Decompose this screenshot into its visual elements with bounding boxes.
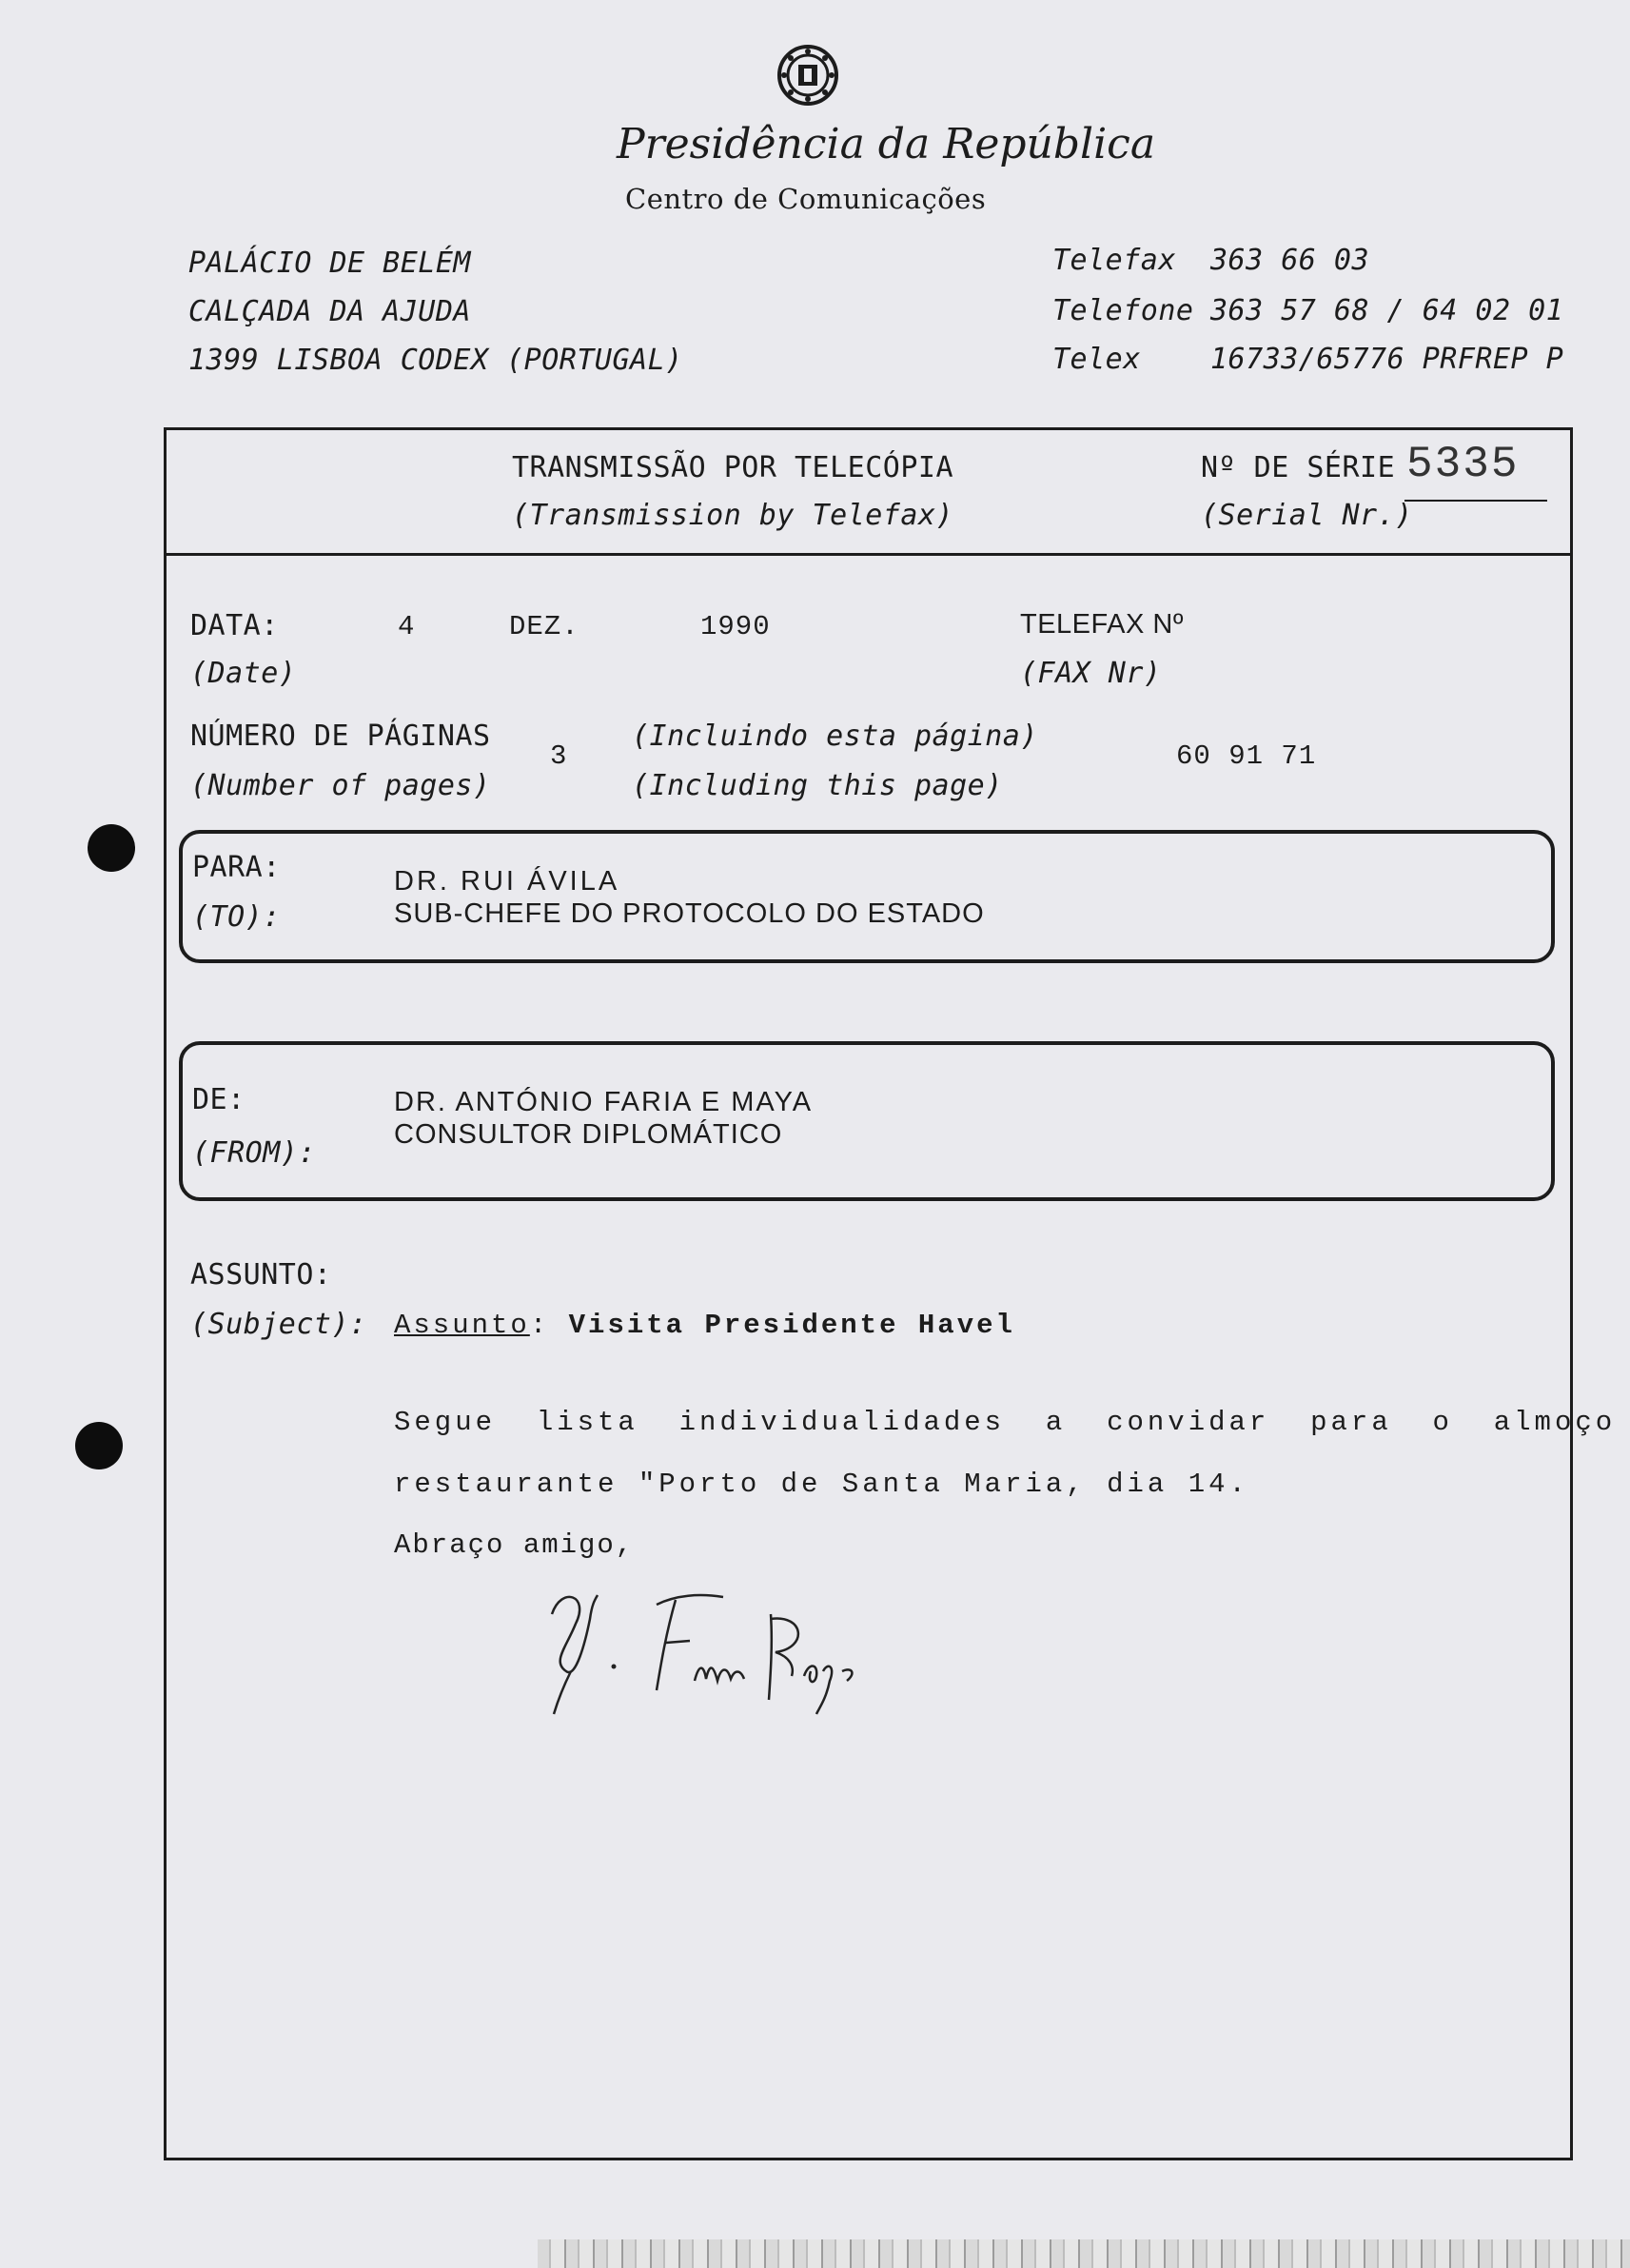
contact-value-telefax: 363 66 03 bbox=[1210, 244, 1370, 277]
serial-label-en: (Serial Nr.) bbox=[1201, 499, 1413, 532]
address-line-2: CALÇADA DA AJUDA bbox=[188, 295, 471, 328]
contact-label-telefax: Telefax bbox=[1052, 244, 1176, 277]
date-year: 1990 bbox=[700, 611, 771, 642]
from-label-en: (FROM): bbox=[192, 1136, 316, 1170]
recipient-title: SUB-CHEFE DO PROTOCOLO DO ESTADO bbox=[394, 898, 985, 929]
department-name: Centro de Comunicações bbox=[625, 183, 987, 215]
subject-label-en: (Subject): bbox=[190, 1308, 367, 1341]
form-title: TRANSMISSÃO POR TELECÓPIA bbox=[512, 451, 954, 484]
recipient-name: DR. RUI ÁVILA bbox=[394, 866, 620, 897]
institution-name: Presidência da República bbox=[617, 120, 1156, 168]
pages-note-en: (Including this page) bbox=[632, 769, 1003, 802]
sender-name: DR. ANTÓNIO FARIA E MAYA bbox=[394, 1087, 814, 1117]
coat-of-arms-emblem bbox=[776, 44, 839, 107]
body-line-2: restaurante "Porto de Santa Maria, dia 14. bbox=[394, 1469, 1249, 1500]
form-title-en: (Transmission by Telefax) bbox=[512, 499, 954, 532]
fax-number: 60 91 71 bbox=[1176, 740, 1317, 772]
subject-text: Visita Presidente Havel bbox=[568, 1310, 1015, 1341]
subject-prefix: Assunto bbox=[394, 1310, 530, 1341]
serial-number: 5335 bbox=[1406, 440, 1520, 489]
date-label: DATA: bbox=[190, 609, 279, 642]
address-line-1: PALÁCIO DE BELÉM bbox=[188, 247, 471, 280]
scan-ruler-strip bbox=[538, 2239, 1630, 2268]
contact-label-telefone: Telefone bbox=[1052, 294, 1194, 327]
subject-colon: : bbox=[529, 1310, 550, 1341]
punch-hole-top bbox=[88, 824, 135, 872]
fax-label-en: (FAX Nr) bbox=[1020, 657, 1162, 690]
body-line-1: Segue lista individualidades a convidar para o almoço bbox=[394, 1407, 1617, 1438]
serial-label: Nº DE SÉRIE bbox=[1201, 451, 1396, 484]
date-month: DEZ. bbox=[509, 611, 579, 642]
subject-label: ASSUNTO: bbox=[190, 1258, 332, 1292]
fax-label: TELEFAX Nº bbox=[1020, 609, 1184, 640]
pages-label: NÚMERO DE PÁGINAS bbox=[190, 720, 491, 753]
address-line-3: 1399 LISBOA CODEX (PORTUGAL) bbox=[188, 344, 683, 377]
handwritten-signature bbox=[533, 1576, 913, 1719]
serial-underline bbox=[1404, 500, 1547, 502]
subject-line bbox=[394, 1310, 1015, 1341]
contact-label-telex: Telex bbox=[1052, 343, 1141, 376]
contact-value-telex: 16733/65776 PRFREP P bbox=[1210, 343, 1564, 376]
pages-note: (Incluindo esta página) bbox=[632, 720, 1038, 753]
punch-hole-bottom bbox=[75, 1422, 123, 1469]
recipient-box bbox=[179, 830, 1555, 963]
body-closing: Abraço amigo, bbox=[394, 1529, 635, 1561]
contact-value-telefone: 363 57 68 / 64 02 01 bbox=[1210, 294, 1564, 327]
sender-box bbox=[179, 1041, 1555, 1201]
date-label-en: (Date) bbox=[190, 657, 297, 690]
form-frame bbox=[164, 427, 1573, 2160]
pages-value: 3 bbox=[550, 740, 568, 772]
to-label-en: (TO): bbox=[192, 900, 281, 934]
date-day: 4 bbox=[398, 611, 416, 642]
sender-title: CONSULTOR DIPLOMÁTICO bbox=[394, 1119, 783, 1150]
from-label: DE: bbox=[192, 1083, 245, 1116]
pages-label-en: (Number of pages) bbox=[190, 769, 491, 802]
to-label: PARA: bbox=[192, 851, 281, 884]
header-divider bbox=[164, 553, 1570, 556]
